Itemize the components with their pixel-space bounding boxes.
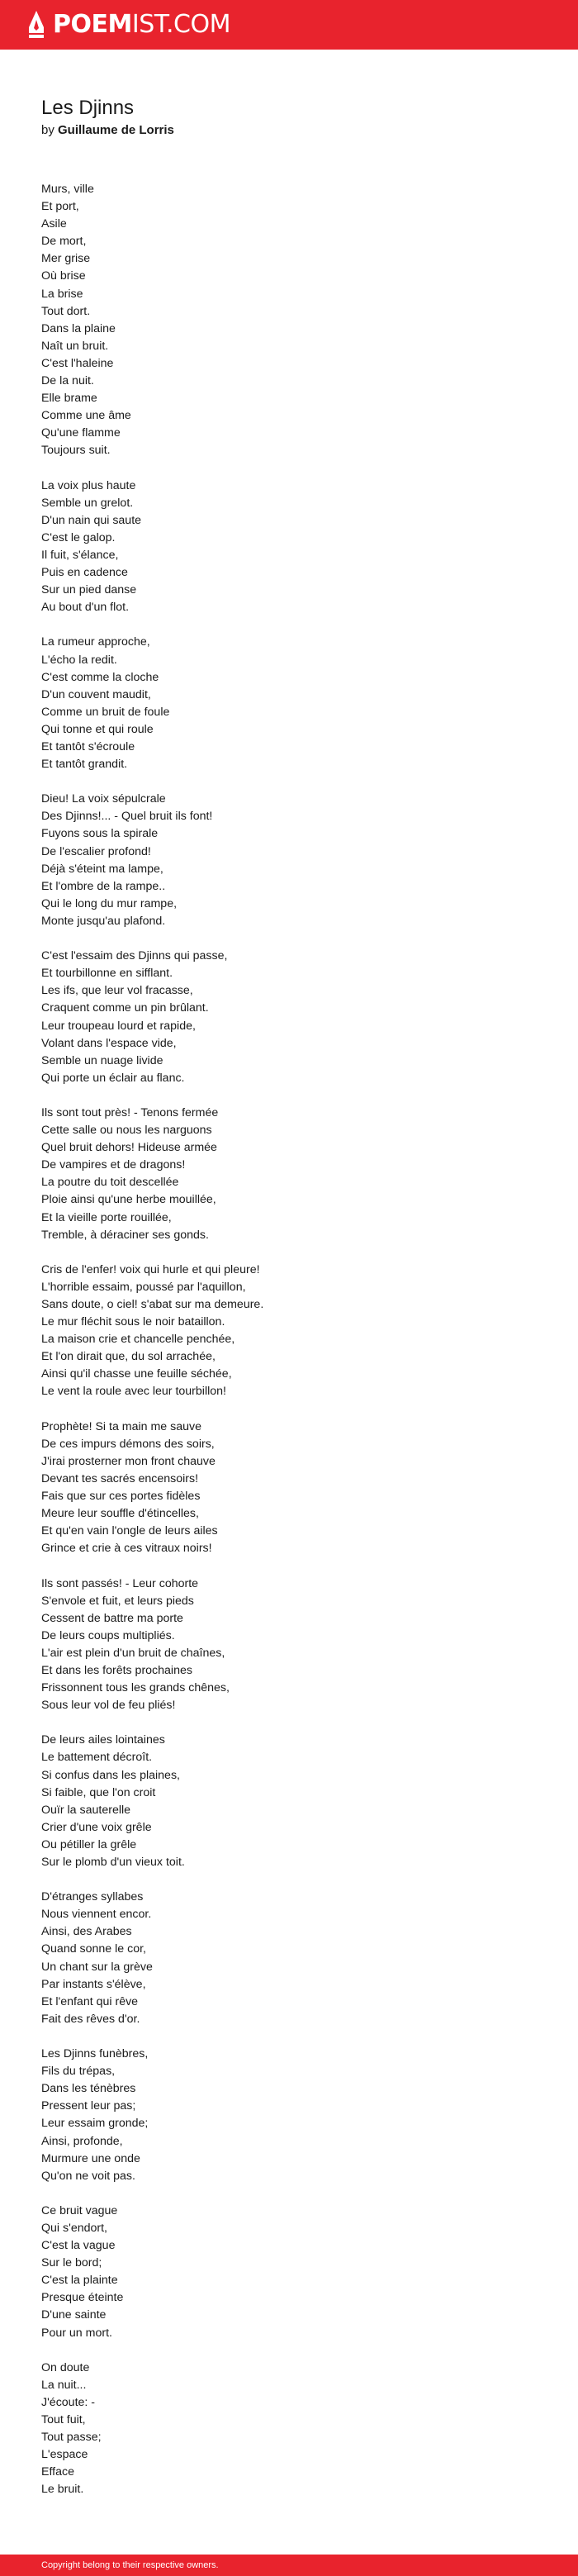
poem-line: Prophète! Si ta main me sauve (41, 1419, 201, 1433)
poem-stanza (41, 2360, 537, 2499)
poem-line: Monte jusqu'au plafond. (41, 914, 166, 928)
poem-line: Le mur fléchit sous le noir bataillon. (41, 1315, 225, 1329)
poem-line: J'irai prosterner mon front chauve (41, 1454, 216, 1468)
poem-line: Crier d'une voix grêle (41, 1820, 152, 1834)
poem-line: Comme une âme (41, 409, 131, 423)
poem-stanza (41, 181, 537, 460)
poem-line: Tout fuit, (41, 2413, 86, 2426)
poem-line: De ces impurs démons des soirs, (41, 1437, 215, 1451)
poem-line: Devant tes sacrés encensoirs! (41, 1471, 199, 1485)
poem-line: Un chant sur la grève (41, 1960, 153, 1974)
poem-line: Sur le plomb d'un vieux toit. (41, 1856, 185, 1869)
poem-line: Fils du trépas, (41, 2065, 116, 2079)
poem-line: Au bout d'un flot. (41, 601, 130, 615)
poem-line: Ils sont tout près! - Tenons fermée (41, 1105, 219, 1119)
poem-line: Des Djinns!... - Quel bruit ils font! (41, 810, 213, 824)
poem-line: Ils sont passés! - Leur cohorte (41, 1576, 199, 1590)
poem-line: Déjà s'éteint ma lampe, (41, 862, 163, 876)
poem-stanza (41, 478, 537, 617)
poem-line: Ploie ainsi qu'une herbe mouillée, (41, 1193, 216, 1207)
poem-line: Et l'on dirait que, du sol arrachée, (41, 1350, 216, 1364)
poem-line: Dans les ténèbres (41, 2082, 136, 2096)
poem-line: L'air est plein d'un bruit de chaînes, (41, 1646, 225, 1660)
poem-line: Le battement décroît. (41, 1751, 153, 1765)
poem-line: Le vent la roule avec leur tourbillon! (41, 1385, 226, 1399)
poem-line: Par instants s'élève, (41, 1977, 146, 1991)
poem-line: Toujours suit. (41, 444, 111, 458)
poem-line: Sur le bord; (41, 2256, 102, 2270)
logo-text-bold: POEM (53, 10, 132, 39)
poem-line: La maison crie et chancelle penchée, (41, 1333, 235, 1347)
poem-stanza (41, 2046, 537, 2185)
poem-line: Qui porte un éclair au flanc. (41, 1071, 185, 1085)
poem-line: Où brise (41, 269, 86, 283)
poem-line: Le bruit. (41, 2483, 84, 2497)
poem-line: L'écho la redit. (41, 653, 117, 667)
poem-line: De mort, (41, 235, 87, 249)
poem-line: De l'escalier profond! (41, 844, 151, 858)
poem-line: Naît un bruit. (41, 339, 109, 353)
poem-line: D'une sainte (41, 2308, 107, 2322)
by-label: by (41, 123, 54, 137)
poem-line: Ce bruit vague (41, 2203, 118, 2217)
poem-line: Dieu! La voix sépulcrale (41, 792, 166, 806)
poem-stanza (41, 1889, 537, 2028)
author-link[interactable]: Guillaume de Lorris (58, 123, 174, 137)
poem-line: Et l'ombre de la rampe.. (41, 879, 166, 893)
poem-line: Il fuit, s'élance, (41, 548, 119, 562)
poem-line: Grince et crie à ces vitraux noirs! (41, 1542, 212, 1556)
poem-line: Semble un nuage livide (41, 1053, 163, 1067)
poem-line: Fait des rêves d'or. (41, 2012, 140, 2026)
poem-line: De la nuit. (41, 374, 94, 388)
poem-line: Quel bruit dehors! Hideuse armée (41, 1141, 217, 1155)
poem-line: Mer grise (41, 252, 91, 266)
poem-line: Leur essaim gronde; (41, 2117, 149, 2131)
poem-stanza (41, 634, 537, 773)
poem-line: C'est l'haleine (41, 356, 114, 370)
poem-line: J'écoute: - (41, 2395, 96, 2409)
poem-line: Ainsi qu'il chasse une feuille séchée, (41, 1367, 232, 1381)
poem-line: Fuyons sous la spirale (41, 827, 159, 841)
logo-text (53, 12, 230, 37)
footer (0, 2555, 578, 2576)
poem-line: Et tourbillonne en sifflant. (41, 967, 173, 981)
poem-line: Elle brame (41, 392, 97, 406)
poem-line: S'envole et fuit, et leurs pieds (41, 1594, 194, 1608)
poem-line: Cessent de battre ma porte (41, 1611, 183, 1625)
poem-stanza (41, 791, 537, 930)
poem-line: La brise (41, 287, 83, 301)
poem-line: La voix plus haute (41, 478, 136, 492)
poem-line: C'est la vague (41, 2239, 116, 2253)
poem-line: Quand sonne le cor, (41, 1942, 146, 1956)
poem-line: L'horrible essaim, poussé par l'aquillon, (41, 1280, 246, 1294)
copyright-text: Copyright belong to their respective owners. (41, 2560, 219, 2570)
poem-line: La rumeur approche, (41, 635, 150, 649)
site-logo[interactable] (28, 0, 230, 50)
poem-line: Qui le long du mur rampe, (41, 896, 178, 910)
poem-line: Et l'enfant qui rêve (41, 1994, 139, 2008)
poem-byline (41, 122, 174, 139)
poem-line: Pour un mort. (41, 2326, 112, 2340)
poem-line: Cris de l'enfer! voix qui hurle et qui pleure! (41, 1262, 260, 1276)
poem-line: Ainsi, des Arabes (41, 1925, 132, 1939)
poem-line: Craquent comme un pin brûlant. (41, 1001, 209, 1015)
poem-line: Qu'on ne voit pas. (41, 2169, 135, 2183)
poem-line: Nous viennent encor. (41, 1908, 152, 1922)
poem-line: C'est comme la cloche (41, 670, 159, 684)
poem-line: Comme un bruit de foule (41, 705, 170, 719)
poem-line: Qui s'endort, (41, 2221, 107, 2235)
poem-line: Si confus dans les plaines, (41, 1768, 180, 1782)
poem-line: Qui tonne et qui roule (41, 722, 154, 736)
logo-text-light: IST.COM (131, 10, 230, 39)
poem-line: C'est le galop. (41, 530, 116, 544)
poem-stanza (41, 1732, 537, 1871)
poem-line: D'un couvent maudit, (41, 687, 151, 701)
poem-line: Tout dort. (41, 304, 91, 318)
poem-line: Volant dans l'espace vide, (41, 1036, 177, 1050)
poem-line: C'est l'essaim des Djinns qui passe, (41, 949, 228, 963)
top-bar (0, 0, 578, 50)
poem-line: Ainsi, profonde, (41, 2134, 123, 2148)
poem-line: Murmure une onde (41, 2151, 140, 2165)
poem-line: Dans la plaine (41, 321, 116, 335)
poem-stanza (41, 1419, 537, 1558)
poem-line: Semble un grelot. (41, 496, 134, 510)
poem-header (41, 96, 174, 139)
poem-line: Et tantôt grandit. (41, 758, 128, 772)
poem-line: Sur un pied danse (41, 583, 137, 597)
poem-line: Efface (41, 2465, 74, 2479)
poem-stanza (41, 2203, 537, 2342)
poem-line: Murs, ville (41, 183, 94, 196)
poem-line: On doute (41, 2360, 90, 2374)
poem-line: Puis en cadence (41, 566, 128, 580)
poem-line: Qu'une flamme (41, 426, 121, 440)
poem-line: Ou pétiller la grêle (41, 1837, 137, 1851)
poem-line: Meure leur souffle d'étincelles, (41, 1507, 199, 1521)
poem-line: De vampires et de dragons! (41, 1158, 186, 1172)
poem-stanza (41, 948, 537, 1087)
poem-stanza (41, 1262, 537, 1401)
poem-line: D'un nain qui saute (41, 513, 142, 527)
poem-line: Leur troupeau lourd et rapide, (41, 1019, 196, 1033)
poem-line: Et dans les forêts prochaines (41, 1663, 192, 1677)
poem-line: Les Djinns funèbres, (41, 2047, 149, 2061)
poem-title: Les Djinns (41, 97, 135, 119)
poem-line: Fais que sur ces portes fidèles (41, 1490, 201, 1504)
poem-line: La nuit... (41, 2378, 87, 2392)
poem-line: L'espace (41, 2448, 88, 2462)
poem-line: Tout passe; (41, 2431, 102, 2445)
pen-nib-icon (28, 10, 45, 40)
poem-line: Si faible, que l'on croit (41, 1785, 156, 1799)
poem-line: Et la vieille porte rouillée, (41, 1210, 172, 1224)
poem-line: Les ifs, que leur vol fracasse, (41, 984, 193, 998)
poem-line: D'étranges syllabes (41, 1890, 144, 1904)
poem-line: Frissonnent tous les grands chênes, (41, 1681, 230, 1695)
poem-line: Et tantôt s'écroule (41, 740, 135, 753)
poem-line: Pressent leur pas; (41, 2099, 136, 2113)
poem-line: Et qu'en vain l'ongle de leurs ailes (41, 1524, 218, 1538)
poem-line: Et port, (41, 200, 79, 214)
poem-line: Sans doute, o ciel! s'abat sur ma demeure. (41, 1298, 264, 1311)
poem-line: De leurs coups multipliés. (41, 1628, 175, 1642)
poem-stanza (41, 1105, 537, 1244)
poem-stanza (41, 1576, 537, 1715)
poem-line: Cette salle ou nous les narguons (41, 1124, 212, 1138)
poem-line: Asile (41, 217, 67, 231)
poem-line: C'est la plainte (41, 2274, 118, 2288)
poem-line: Sous leur vol de feu pliés! (41, 1699, 176, 1713)
poem-line: La poutre du toit descellée (41, 1176, 179, 1190)
poem-line: Tremble, à déraciner ses gonds. (41, 1228, 209, 1242)
poem-line: Ouïr la sauterelle (41, 1803, 131, 1817)
poem-line: Presque éteinte (41, 2291, 124, 2305)
poem-body (41, 181, 537, 2517)
poem-line: De leurs ailes lointaines (41, 1733, 165, 1747)
